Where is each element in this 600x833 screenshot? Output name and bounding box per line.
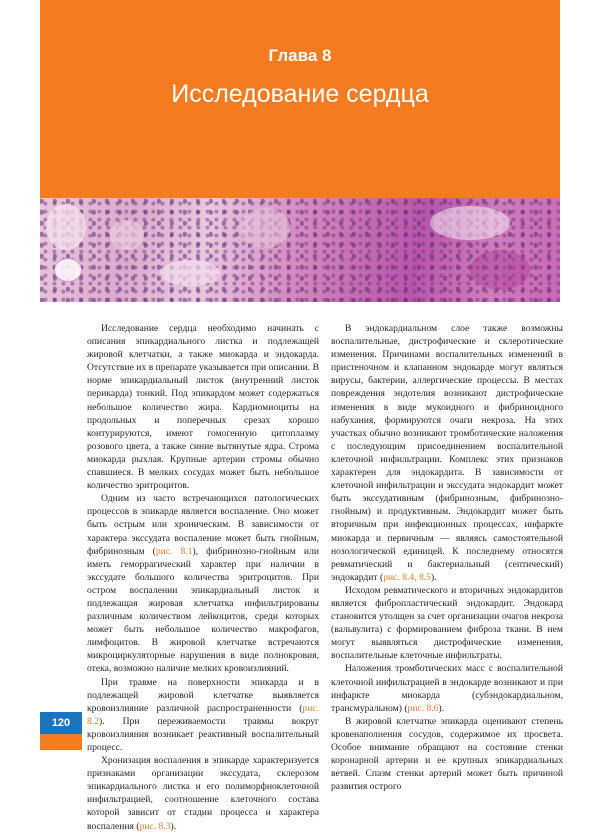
chapter-banner bbox=[40, 0, 560, 198]
paragraph: Хронизация воспаления в эпикарде характеризуется признаками организации экссудата, склерозом эпикардиального листка и его полиморфноклеточной инфильтрацией, соотношение клеточного состава которой зависит от стадии процесса и характера воспаления (рис. 8.3). bbox=[87, 755, 319, 832]
paragraph: При травме на поверхности эпикарда и в подлежащей жировой клетчатке выявляется кровоизлияние различной распространенности (рис. 8.2). При переживаемости травмы вокруг кровоизлияния возникает реактивный воспалительный процесс. bbox=[87, 676, 319, 753]
page-number: 120 bbox=[40, 712, 82, 734]
paragraph: В жировой клетчатке эпикарда оценивают степень кровенаполнения сосудов, содержимое их просвета. Особое внимание обращают на состояние стенки коронарной артерии и ее крупных эпикардиальных ветвей. Спазм стенки артерий может быть причиной развития острого bbox=[331, 715, 563, 793]
paragraph: Исследование сердца необходимо начинать с описания эпикардиального листка и подлежащей жировой клетчатки, а также миокарда и эндокарда. Отсутствие их в препарате указывается при описании. В норме эпикардиальный листок (внутренний листок перикарда) тонкий. Под эпикардом может содержаться небольшое количество жира. Кардиомиоциты на продольных и поперечных срезах хорошо контурируются, имеют гомогенную цитоплазму розового цвета, а также синие вытянутые ядра. Строма миокарда рыхлая. Крупные артерии стромы обычно спавшиеся. В мелких сосудах может быть небольшое количество эритроцитов. bbox=[87, 323, 319, 492]
figure-reference[interactable]: рис. 8.3 bbox=[139, 820, 171, 832]
chapter-title: Исследование сердца bbox=[171, 80, 429, 108]
figure-reference[interactable]: рис. 8.6 bbox=[407, 702, 439, 714]
paragraph: Одним из часто встречающихся патологических процессов в эпикарде является воспаление. Оно может быть острым или хроническим. В зависимости от характера экссудата воспаление может быть гнойным, фибринозным (рис. 8.1), фибринозно-гнойным или иметь геморрагический характер при наличии в экссудате большого количества эритроцитов. При остром воспалении эпикардиальный листок и подлежащая жировая клетчатка инфильтрированы различным количеством лейкоцитов, среди которых может быть небольшое количество макрофагов, лимфоцитов. В жировой клетчатке встречаются микроциркуляторные нарушения в виде полнокровия, отека, возможно наличие мелких кровоизлияний. bbox=[87, 493, 319, 675]
histology-image bbox=[40, 198, 560, 302]
figure-reference[interactable]: рис. 8.4, 8.5 bbox=[383, 571, 431, 583]
paragraph: Наложения тромботических масс с воспалительной клеточной инфильтрацией в эндокарде возникают и при инфаркте миокарда (субэндокардиальном, трансмуральном) (рис. 8.6). bbox=[331, 663, 563, 714]
left-text-column bbox=[87, 322, 319, 833]
chapter-number: Глава 8 bbox=[268, 46, 332, 65]
paragraph: Исходом ревматического и вторичных эндокардитов является фибропластический эндокардит. Эндокард становится утолщен за счет организации очагов некроза (вальвулита) с формированием фиброза ткани. В нем могут выявляться дистрофические изменения, воспалительные клеточные инфильтраты. bbox=[331, 584, 563, 662]
right-text-column bbox=[331, 322, 563, 793]
footer-strip bbox=[40, 734, 82, 750]
figure-reference[interactable]: рис. 8.1 bbox=[155, 545, 193, 557]
figure-reference[interactable]: рис. 8.2 bbox=[87, 702, 319, 727]
paragraph: В эндокардиальном слое также возможны воспалительные, дистрофические и склеротические изменения. Причинами воспалительных изменений в пристеночном и клапанном эндокарде могут являться вирусы, бактерии, аллергические процессы. В местах повреждения эндотелия возникают дистрофические изменения в виде мукоидного и фибриноидного набухания, формируются очаги некроза. На этих участках обычно возникают тромботические наложения с последующим присоединением воспалительной клеточной инфильтрации. Комплекс этих признаков характерен для эндокардита. В зависимости от клеточной инфильтрации и экссудата эндокардит может быть экссудативным (фибринозным, фибринозно-гнойным) и продуктивным. Эндокардит может быть вторичным при инфекционных процессах, инфаркте миокарда и первичным — являясь самостоятельной нозологической единицей. К последнему относятся ревматический и бактериальный (септический) эндокардит (рис. 8.4, 8.5). bbox=[331, 323, 563, 583]
